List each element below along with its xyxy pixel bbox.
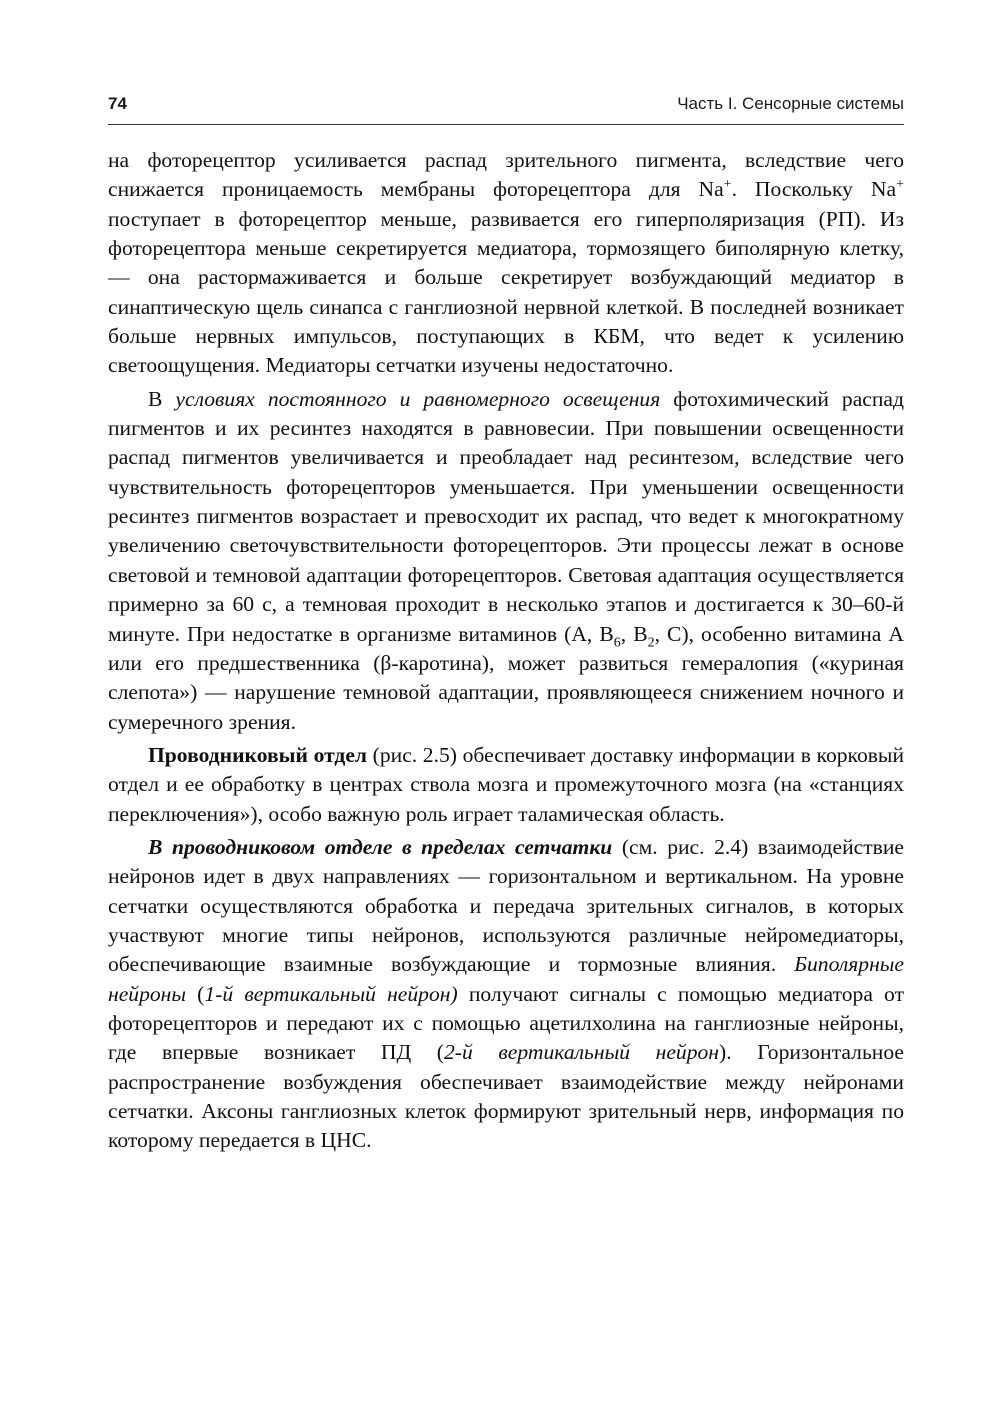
text-run: фотохимический распад пигментов и их ресинтез находятся в равновесии. При повышении освещенности распад пигментов увеличивается и преобладает над ресинтезом, вследствие чего чувствительность фоторецепторов уменьшается. При уменьшении освещенности ресинтез пигментов возрастает и превосходит их распад, что ведет к многократному увеличению светочувствительности фоторецепторов. Эти процессы лежат в основе световой и темновой адаптации фоторецепторов. Световая адаптация осуществляется примерно за 60 с, а темновая проходит в несколько этапов и достигается к 30–60-й минуте. При недостатке в организме витаминов (А, В <box>108 386 904 646</box>
italic-phrase: 1-й вертикальный нейрон) <box>204 981 458 1006</box>
superscript: + <box>896 176 904 193</box>
body-text <box>108 146 904 1160</box>
text-run: В <box>148 386 176 411</box>
text-run: , С), особенно витамина А или его предшественника (β-каротина), может развиться гемералопия («куриная слепота») — нарушение темновой адаптации, проявляющееся снижением ночного и сумеречного зрения. <box>108 621 905 734</box>
subscript: 6 <box>613 633 621 650</box>
text-run: . Поскольку Na <box>731 177 897 202</box>
bold-italic-term: В проводниковом отделе в пределах сетчатки <box>148 834 613 859</box>
text-run: (см. рис. 2.4) взаимодействие нейронов идет в двух направлениях — горизонтальном и вертикальном. На уровне сетчатки осуществляются обработка и передача зрительных сигналов, в которых участвуют многие типы нейронов, используются различные нейромедиаторы, обеспечивающие взаимные возбуждающие и тормозные влияния. <box>108 834 904 977</box>
bold-term: Проводниковый отдел <box>148 742 368 767</box>
text-run: ). Горизонтальное распространение возбуждения обеспечивает взаимодействие между нейронами сетчатки. Аксоны ганглиозных клеток формируют зрительный нерв, информация по которому передается в ЦНС. <box>108 1040 905 1153</box>
header-divider <box>108 124 904 125</box>
text-run: на фоторецептор усиливается распад зрительного пигмента, вследствие чего снижается проницаемость мембраны фоторецептора для Na <box>108 148 904 202</box>
paragraph-2 <box>108 385 904 737</box>
paragraph-4 <box>108 833 904 1156</box>
text-run: поступает в фоторецептор меньше, развивается его гиперполяризация (РП). Из фоторецептора меньше секретируется медиатора, тормозящего биполярную клетку, — она растормаживается и больше секретирует возбуждающий медиатор в синаптическую щель синапса с ганглиозной нервной клеткой. В последней возникает больше нервных импульсов, поступающих в КБМ, что ведет к усилению светоощущения. Медиаторы сетчатки изучены недостаточно. <box>108 206 904 378</box>
running-head: Часть I. Сенсорные системы <box>677 94 904 113</box>
paragraph-1 <box>108 146 904 381</box>
text-run: ( <box>186 981 205 1006</box>
text-run: , В <box>620 621 648 646</box>
superscript: + <box>723 176 732 193</box>
paragraph-3 <box>108 741 904 829</box>
text-run: (рис. 2.5) обеспечивает доставку информации в корковый отдел и ее обработку в центрах ствола мозга и промежуточного мозга (на «станциях переключения»), особо важную роль играет таламическая область. <box>108 742 905 826</box>
text-run: получают сигналы с помощью медиатора от фоторецепторов и передают их с помощью ацетилхолина на ганглиозные нейроны, где впервые возникает ПД ( <box>108 981 905 1065</box>
italic-phrase: 2-й вертикальный нейрон <box>444 1040 720 1065</box>
italic-phrase: Биполярные нейроны <box>108 952 904 1006</box>
italic-phrase: условиях постоянного и равномерного освещения <box>175 386 661 411</box>
subscript: 2 <box>647 633 655 650</box>
page-number: 74 <box>108 94 127 113</box>
page-header <box>108 92 904 124</box>
